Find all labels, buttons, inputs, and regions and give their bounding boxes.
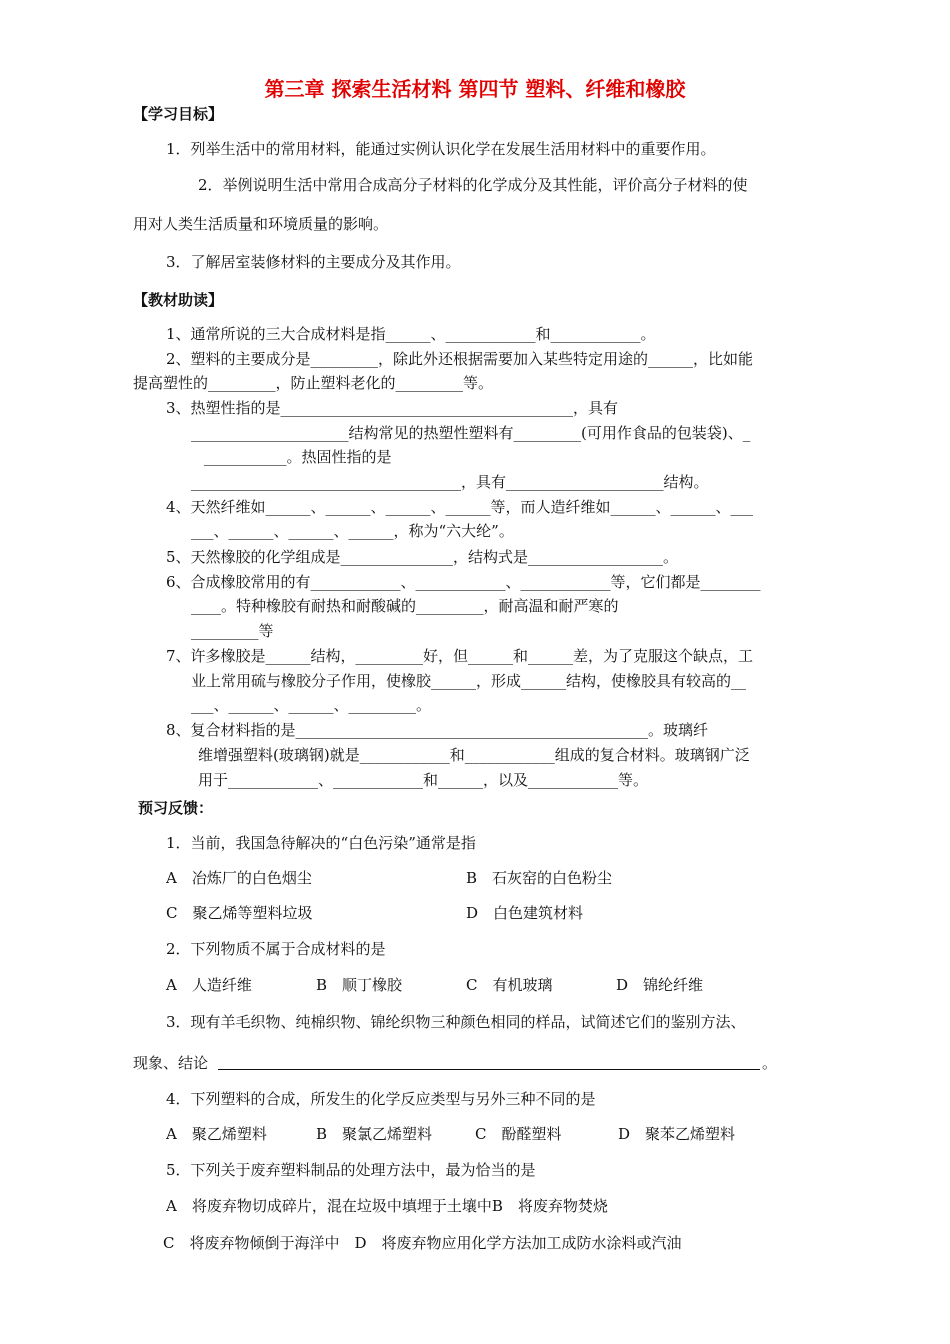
q4-option-d: D 聚苯乙烯塑料 — [618, 1125, 736, 1143]
reading-q2a: 2、塑料的主要成分是_________，除此外还根据需要加入某些特定用途的______，比如能 — [166, 350, 754, 368]
reading-q4a: 4、天然纤维如______、______、______、______等，而人造纤维如______、______、___ — [166, 498, 754, 516]
q1-option-c: C 聚乙烯等塑料垃圾 — [166, 904, 313, 922]
reading-q7a: 7、许多橡胶是______结构，_________好，但______和______差，为了克服这个缺点，工 — [166, 647, 754, 665]
q4-option-c: C 酚醛塑料 — [475, 1125, 562, 1143]
question-5: 5．下列关于废弃塑料制品的处理方法中，最为恰当的是 — [166, 1161, 536, 1179]
reading-q4b: ___、______、______、______，称为“六大纶”。 — [191, 522, 514, 540]
q2-option-a: A 人造纤维 — [166, 976, 252, 994]
reading-q3c: ___________。热固性指的是 — [204, 448, 392, 466]
reading-q5: 5、天然橡胶的化学组成是_______________，结构式是__________________。 — [166, 548, 679, 566]
question-2: 2．下列物质不属于合成材料的是 — [166, 940, 386, 958]
reading-q3a: 3、热塑性指的是_______________________________________，具有 — [166, 399, 619, 417]
reading-q6c: _________等 — [191, 622, 274, 640]
goal-2b: 用对人类生活质量和环境质量的影响。 — [133, 215, 389, 233]
question-3-end: 。 — [762, 1054, 778, 1072]
goal-2a: 2．举例说明生活中常用合成高分子材料的化学成分及其性能，评价高分子材料的使 — [198, 176, 748, 194]
reading-q7b: 业上常用硫与橡胶分子作用，使橡胶______，形成______结构，使橡胶具有较高的__ — [191, 672, 747, 690]
reading-q3b: _____________________结构常见的热塑性塑料有_________(可用作食品的包装袋)、_ — [191, 424, 751, 442]
reading-q3d: ____________________________________，具有_____________________结构。 — [191, 473, 709, 491]
page-title: 第三章 探索生活材料 第四节 塑料、纤维和橡胶 — [264, 77, 686, 101]
q1-option-d: D 白色建筑材料 — [466, 904, 584, 922]
goals-heading: 【学习目标】 — [133, 105, 224, 123]
q4-option-b: B 聚氯乙烯塑料 — [316, 1125, 433, 1143]
q2-option-d: D 锦纶纤维 — [616, 976, 704, 994]
q5-options-ab: A 将废弃物切成碎片，混在垃圾中填埋于土壤中B 将废弃物焚烧 — [166, 1197, 608, 1215]
reading-q6a: 6、合成橡胶常用的有____________、____________、____________等，它们都是________ — [166, 573, 761, 591]
reading-q1: 1、通常所说的三大合成材料是指______、____________和____________。 — [166, 325, 656, 343]
q2-option-b: B 顺丁橡胶 — [316, 976, 403, 994]
reading-q6b: ____。特种橡胶有耐热和耐酸碱的_________，耐高温和耐严寒的 — [191, 597, 619, 615]
reading-q8b: 维增强塑料(玻璃钢)就是____________和____________组成的复合材料。玻璃钢广泛 — [198, 746, 750, 764]
feedback-heading: 预习反馈： — [138, 799, 214, 817]
reading-q8c: 用于____________、____________和______，以及____________等。 — [198, 771, 649, 789]
q4-option-a: A 聚乙烯塑料 — [166, 1125, 267, 1143]
goal-1: 1．列举生活中的常用材料，能通过实例认识化学在发展生活用材料中的重要作用。 — [166, 140, 716, 158]
question-1: 1．当前，我国急待解决的“白色污染”通常是指 — [166, 834, 476, 852]
q2-option-c: C 有机玻璃 — [466, 976, 553, 994]
reading-q7c: ___、______、______、_________。 — [191, 696, 432, 714]
goal-3: 3．了解居室装修材料的主要成分及其作用。 — [166, 253, 461, 271]
q1-option-a: A 冶炼厂的白色烟尘 — [166, 869, 312, 887]
question-3b: 现象、结论 — [133, 1054, 209, 1072]
q5-options-cd: C 将废弃物倾倒于海洋中 D 将废弃物应用化学方法加工成防水涂料或汽油 — [163, 1234, 682, 1252]
reading-q2b: 提高塑性的_________，防止塑料老化的_________等。 — [133, 374, 494, 392]
reading-heading: 【教材助读】 — [133, 291, 224, 309]
question-4: 4．下列塑料的合成，所发生的化学反应类型与另外三种不同的是 — [166, 1090, 596, 1108]
reading-q8a: 8、复合材料指的是_______________________________________________。玻璃纤 — [166, 721, 709, 739]
answer-line[interactable] — [218, 1069, 760, 1070]
question-3a: 3．现有羊毛织物、纯棉织物、锦纶织物三种颜色相同的样品，试简述它们的鉴别方法、 — [166, 1013, 746, 1031]
q1-option-b: B 石灰窑的白色粉尘 — [466, 869, 613, 887]
